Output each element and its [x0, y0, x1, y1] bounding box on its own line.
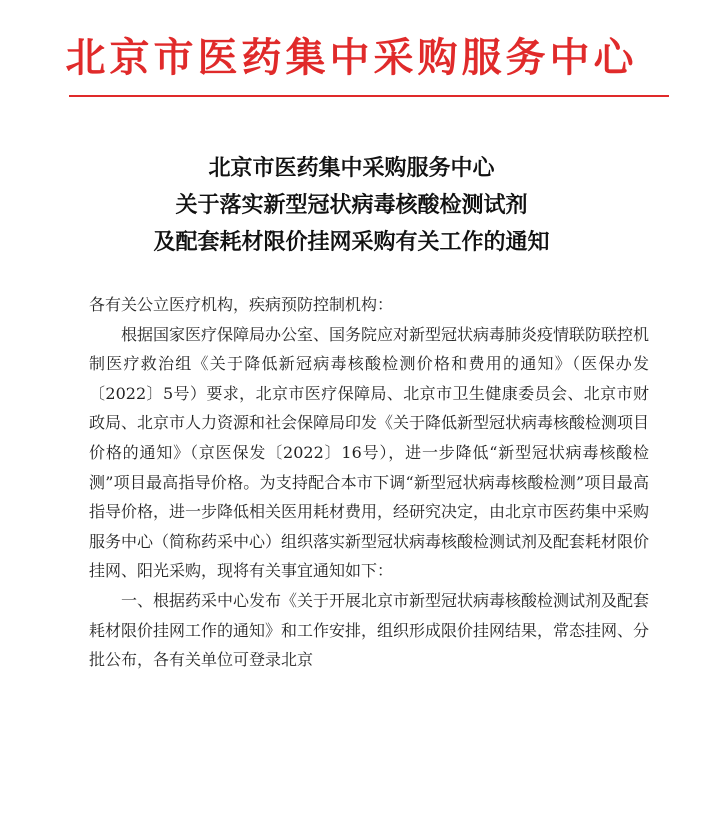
body-paragraph-1: 根据国家医疗保障局办公室、国务院应对新型冠状病毒肺炎疫情联防联控机制医疗救治组《关于降低新冠病毒核酸检测价格和费用的通知》（医保办发〔2022〕5号）要求，北京市医疗保障局、北京市卫生健康委员会、北京市财政局、北京市人力资源和社会保障局印发《关于降低新型冠状病毒核酸检测项目价格的通知》（京医保发〔2022〕16号），进一步降低“新型冠状病毒核酸检测”项目最高指导价格。为支持配合本市下调“新型冠状病毒核酸检测”项目最高指导价格，进一步降低相关医用耗材费用，经研究决定，由北京市医药集中采购服务中心（简称药采中心）组织落实新型冠状病毒核酸检测试剂及配套耗材限价挂网、阳光采购，现将有关事宜通知如下：	[89, 324, 650, 581]
document-body	[89, 290, 649, 675]
body-paragraph-2: 一、根据药采中心发布《关于开展北京市新型冠状病毒核酸检测试剂及配套耗材限价挂网工作的通知》和工作安排，组织形成限价挂网结果，常态挂网、分批公布，各有关单位可登录北京	[89, 590, 650, 670]
document-title-line-3: 及配套耗材限价挂网采购有关工作的通知	[153, 229, 550, 255]
document-title-line-2: 关于落实新型冠状病毒核酸检测试剂	[175, 192, 528, 218]
letterhead-org-name: 北京市医药集中采购服务中心	[65, 34, 638, 81]
salutation: 各有关公立医疗机构，疾病预防控制机构：	[89, 295, 394, 314]
document-title	[0, 150, 703, 261]
letterhead-divider	[69, 95, 669, 97]
document-title-line-1: 北京市医药集中采购服务中心	[208, 155, 495, 181]
